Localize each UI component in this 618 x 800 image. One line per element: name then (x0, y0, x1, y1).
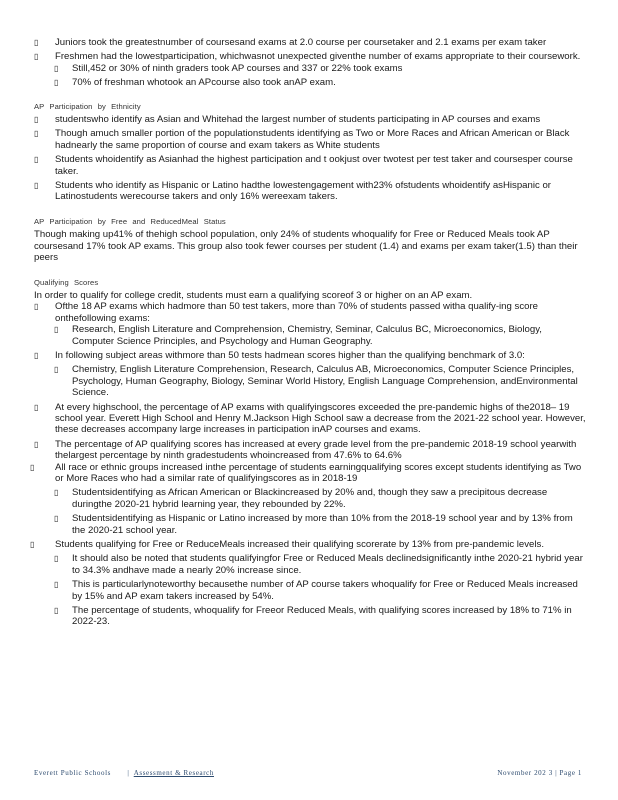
bullet-text: Studentsidentifying as African American or Blackincreased by 20% and, though they saw a precipitous decrease duringthe 2020-21 hybrid learning year, they rebounded by 22%. (72, 487, 548, 510)
bullet-text: Though amuch smaller portion of the populationstudents identifying as Two or More Races and African American or Black hadnearly the same proportion of course and exam takers as White students (55, 128, 570, 151)
section-paragraph: In order to qualify for college credit, students must earn a qualifying scoreof 3 or higher on an AP exam. (34, 289, 473, 301)
bullet-item (34, 51, 586, 62)
section-free-reduced-meal (34, 216, 586, 264)
footer-left (34, 768, 214, 779)
bullet-item (34, 37, 586, 48)
bullet-text: This is particularlynoteworthy becausethe number of AP course takers whoqualify for Free or Reduced Meals increased by 15% and AP exam takers increased by 54%. (72, 579, 578, 602)
document-body (30, 37, 586, 628)
sub-bullet-item (34, 63, 586, 74)
footer-date: November 202 3 (497, 769, 553, 777)
bullet-text: At every highschool, the percentage of AP exams with qualifyingscores exceeded the pre-pandemic highs of the2018– 19 school year. Everett High School and Henry M.Jackson High School saw a decrease from the 2021-22 school year. However, these decreases accompany large increases in participation inAP courses and exams. (55, 401, 586, 436)
bullet-box-icon: ▯ (34, 129, 39, 139)
bullet-item (30, 539, 586, 551)
page-footer (34, 768, 582, 780)
bullet-text: In following subject areas withmore than 50 tests hadmean scores higher than the qualifying benchmark of 3.0: (55, 349, 525, 361)
bullet-text: It should also be noted that students qualifyingfor Free or Reduced Meals declinedsignificantly inthe 2020-21 hybrid year to 34.3% andhave made a nearly 20% increase since. (72, 553, 583, 576)
footer-right (497, 768, 582, 779)
sub-bullet-item (34, 364, 586, 398)
bullet-item (34, 180, 586, 203)
bullet-text: Students who identify as Hispanic or Latino hadthe lowestengagement with23% ofstudents whoidentify asHispanic or Latinostudents werecourse takers and only 16% wereexam takers. (55, 180, 551, 203)
sub-bullet-item (34, 513, 586, 536)
bullet-box-icon: ▯ (34, 38, 39, 47)
bullet-box-icon: ▯ (54, 325, 59, 335)
bullet-text: 70% of freshman whotook an APcourse also took anAP exam. (72, 77, 336, 89)
sub-bullet-item (34, 553, 586, 576)
bullet-box-icon: ▯ (54, 365, 59, 375)
bullet-box-icon: ▯ (30, 462, 35, 472)
bullet-text: studentswho identify as Asian and Whitehad the largest number of students participating in AP courses and exams (55, 114, 541, 126)
section-heading: AP Participation by Free and ReducedMeal Status (34, 216, 226, 226)
footer-dept: Assessment & Research (133, 769, 214, 777)
bullet-box-icon: ▯ (54, 488, 59, 498)
bullet-item (34, 301, 586, 324)
bullet-text: Freshmen had the lowestparticipation, whichwasnot unexpected giventhe number of exams appropriate to their coursework. (55, 51, 581, 63)
sub-bullet-item (34, 324, 586, 347)
bullet-box-icon: ▯ (34, 439, 39, 449)
bullet-box-icon: ▯ (34, 302, 39, 312)
bullet-box-icon: ▯ (30, 540, 35, 550)
bullet-text: The percentage of students, whoqualify for Freeor Reduced Meals, with qualifying scores increased by 18% to 71% in 2022-23. (72, 605, 572, 628)
sub-bullet-item (34, 487, 586, 510)
bullet-box-icon: ▯ (54, 78, 59, 88)
bullet-box-icon: ▯ (54, 554, 59, 564)
bullet-text: Students whoidentify as Asianhad the highest participation and t ookjust over twotest per test taker and coursesper course taker. (55, 154, 573, 177)
footer-separator: | (127, 769, 130, 777)
bullet-item (34, 402, 586, 436)
bullet-box-icon: ▯ (34, 115, 39, 125)
bullet-box-icon: ▯ (54, 606, 59, 616)
bullet-text: Ofthe 18 AP exams which hadmore than 50 test takers, more than 70% of students passed witha qualify-ing score onthefollowing exams: (55, 301, 538, 324)
bullet-item (34, 439, 586, 462)
bullet-box-icon: ▯ (54, 514, 59, 524)
bullet-text: Chemistry, English Literature Comprehension, Research, Calculus AB, Microeconomics, Computer Science Principles, Psychology, Human Geography, Biology, Seminar World History, English Language Comprehension, andEnvironmental Science. (72, 364, 578, 399)
section-heading: Qualifying Scores (34, 277, 99, 287)
bullet-box-icon: ▯ (34, 52, 39, 62)
bullet-text: Juniors took the greatestnumber of coursesand exams at 2.0 course per coursetaker and 2.1 exams per exam taker (55, 37, 547, 48)
bullet-text: Studentsidentifying as Hispanic or Latino increased by more than 10% from the 2018-19 school year and by 13% from the 2020-21 school year. (72, 513, 573, 536)
footer-page-number: | Page 1 (555, 769, 582, 777)
bullet-box-icon: ▯ (34, 181, 39, 191)
bullet-box-icon: ▯ (54, 63, 59, 73)
bullet-box-icon: ▯ (34, 402, 39, 412)
section-qualifying-scores (30, 277, 586, 628)
bullet-item (34, 350, 586, 361)
sub-bullet-item (34, 579, 586, 602)
bullet-text: Students qualifying for Free or ReduceMeals increased their qualifying scorerate by 13% from pre-pandemic levels. (55, 539, 544, 551)
bullet-text: Research, English Literature and Comprehension, Chemistry, Seminar, Calculus BC, Microeconomics, Biology, Computer Science Principles, and Psychology and Human Geography. (72, 324, 542, 347)
bullet-text: All race or ethnic groups increased inthe percentage of students earningqualifying scores except students identifying as Two or More Races who had a similar rate of qualifyingscores as in 2018-19 (55, 461, 582, 484)
sub-bullet-item (34, 77, 586, 88)
section-paragraph: Though making up41% of thehigh school population, only 24% of students whoqualify for Free or Reduced Meals took AP coursesand 17% took AP exams. This group also took fewer courses per student (1.4) and exams per exam taker(1.5) than their peers (34, 229, 578, 264)
section-heading: AP Participation by Ethnicity (34, 101, 141, 111)
section-ethnicity (34, 101, 586, 203)
bullet-text: Still,452 or 30% of ninth graders took AP courses and 337 or 22% took exams (72, 62, 403, 74)
sub-bullet-item (34, 605, 586, 628)
bullet-item (34, 154, 586, 177)
bullet-box-icon: ▯ (34, 155, 39, 165)
bullet-item (34, 114, 586, 125)
bullet-item (30, 461, 586, 485)
bullet-box-icon: ▯ (34, 350, 39, 360)
bullet-box-icon: ▯ (54, 580, 59, 590)
footer-org: Everett Public Schools (34, 769, 111, 777)
section-grade-participation (34, 37, 586, 89)
bullet-item (34, 128, 586, 151)
bullet-text: The percentage of AP qualifying scores has increased at every grade level from the pre-pandemic 2018-19 school yearwith thelargest percentage by ninth gradestudents whoincreased from 47.6% to 64.6% (55, 438, 577, 462)
